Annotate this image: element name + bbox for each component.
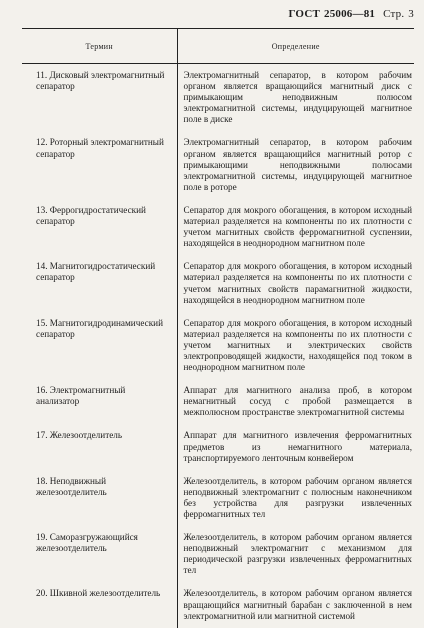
column-header-term: Термин — [22, 29, 177, 64]
table-row — [22, 379, 414, 424]
table-row — [22, 424, 414, 469]
definition-cell: Аппарат для магнитного извлечения ферромагнитных предметов из немагнитного материала, транспортируемого ленточным конвейером — [183, 430, 412, 463]
definition-cell: Электромагнитный сепаратор, в котором рабочим органом является вращающийся магнитный диск с примыкающим неподвижным полюсом электромагнитной системы, индуцирующей магнитное поле в диске — [183, 70, 412, 125]
table-row — [22, 312, 414, 379]
definition-cell: Железоотделитель, в котором рабочим органом является неподвижный электромагнит с полюсным наконечником без устройства для разгрузки извлеченных ферромагнитных тел — [183, 475, 412, 519]
page-number: 3 — [408, 8, 414, 20]
page-label: Стр. — [383, 8, 405, 20]
term-cell: 18. Неподвижный железоотделитель — [22, 470, 177, 526]
terms-table — [22, 28, 414, 628]
definition-cell: Сепаратор для мокрого обогащения, в котором исходный материал разделяется на компоненты по их плотности с учетом магнитных свойств парамагнитной жидкости, находящейся в неоднородном магнитном поле — [183, 261, 412, 305]
table-row — [22, 131, 414, 198]
column-header-definition: Определение — [177, 29, 414, 64]
table-row — [22, 582, 414, 627]
standard-number: 25006—81 — [324, 8, 376, 20]
definition-cell: Аппарат для магнитного анализа проб, в котором немагнитный сосуд с пробой размещается в межполюсном пространстве электромагнитной системы — [183, 385, 412, 418]
table-row — [22, 255, 414, 311]
table-row — [22, 526, 414, 582]
term-cell: 19. Саморазгружающийся железоотделитель — [22, 526, 177, 582]
page-header — [0, 8, 414, 20]
term-cell: 11. Дисковый электромагнитный сепаратор — [22, 64, 177, 132]
table-row — [22, 199, 414, 255]
term-cell: 14. Магнитогидростатический сепаратор — [22, 255, 177, 311]
definition-cell: Железоотделитель, в котором рабочим органом является неподвижный электромагнит с механизмом для периодической разгрузки извлеченных ферромагнитных тел — [183, 532, 412, 576]
definition-cell: Железоотделитель, в котором рабочим органом является вращающийся магнитный барабан с заключенной в нем электромагнитной или магнитной системой — [183, 588, 412, 621]
definition-cell: Сепаратор для мокрого обогащения, в котором исходный материал разделяется на компоненты по их плотности с учетом магнитных и электрических свойств электропроводящей жидкости, находящейся под током в неоднородном магнитном поле — [183, 317, 412, 373]
term-cell: 20. Шкивной железоотделитель — [22, 582, 177, 627]
definition-cell: Сепаратор для мокрого обогащения, в котором исходный материал разделяется на компоненты по их плотности с учетом магнитных свойств ферромагнитной суспензии, находящейся в неоднородном магнитном поле — [183, 204, 412, 249]
term-cell: 17. Железоотделитель — [22, 424, 177, 469]
definition-cell: Электромагнитный сепаратор, в котором рабочим органом является вращающийся магнитный ротор с примыкающими неподвижными полюсами электромагнитной системы, индуцирующей магнитное поле в роторе — [183, 137, 412, 192]
standard-label: ГОСТ — [288, 8, 320, 20]
term-cell: 13. Феррогидростатический сепаратор — [22, 199, 177, 255]
term-cell: 12. Роторный электромагнитный сепаратор — [22, 131, 177, 198]
table-row — [22, 64, 414, 132]
term-cell: 16. Электромагнитный анализатор — [22, 379, 177, 424]
table-row — [22, 470, 414, 526]
term-cell: 15. Магнитогидродинамический сепаратор — [22, 312, 177, 379]
